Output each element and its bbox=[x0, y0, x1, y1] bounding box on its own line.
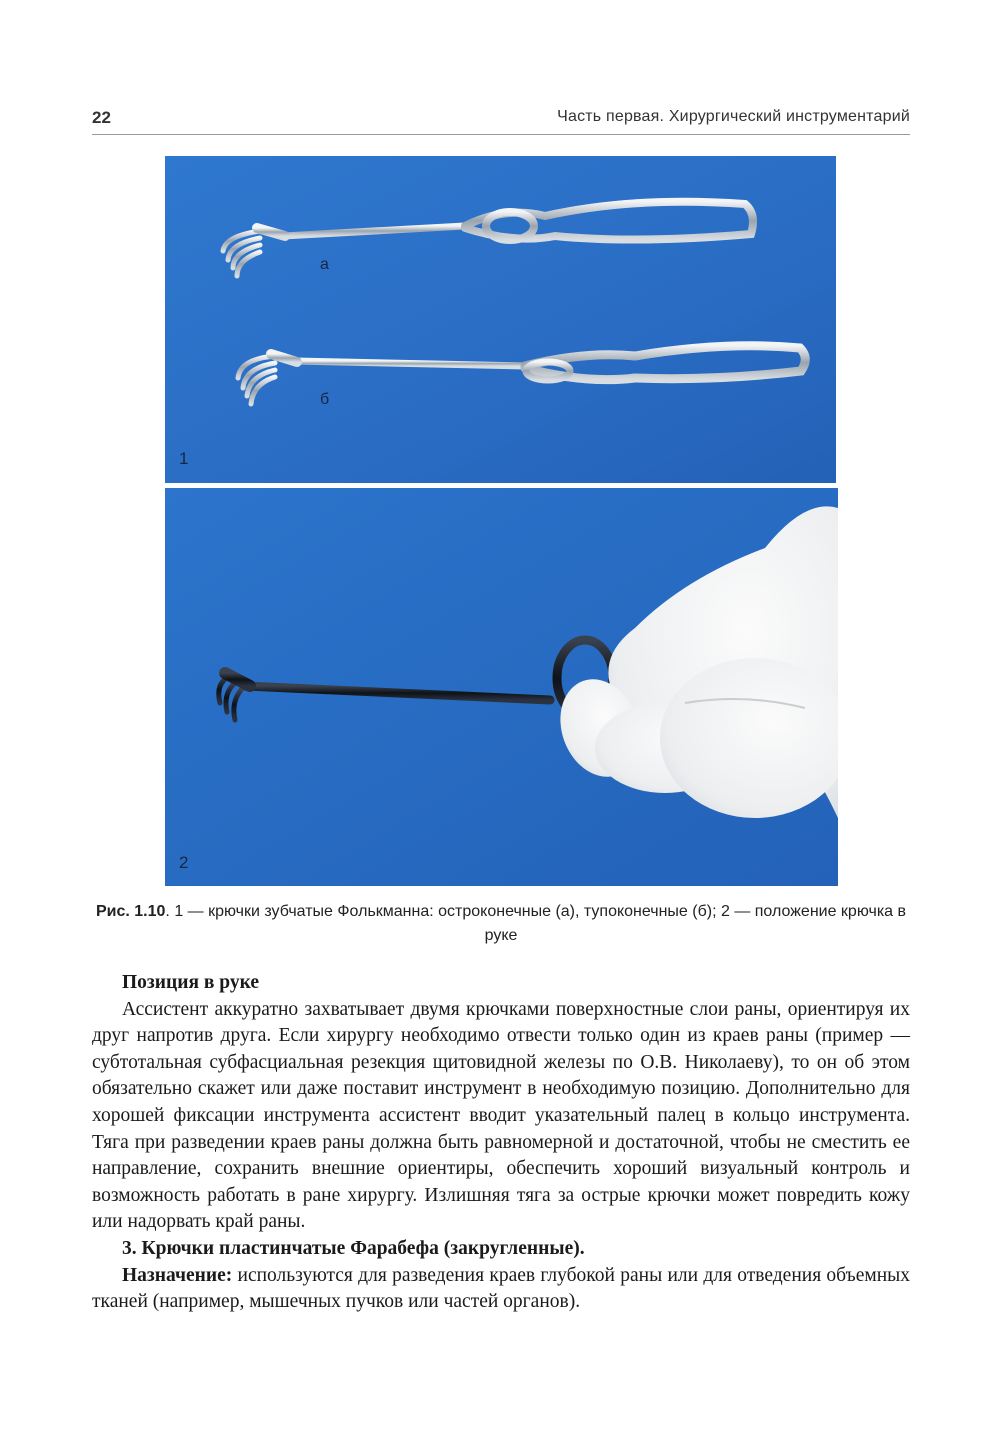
figure-photo-2 bbox=[165, 488, 838, 886]
purpose-label: Назначение: bbox=[122, 1264, 233, 1286]
purpose-text: используются для разведения краев глубокой раны или для отведения объемных тканей (например, мышечных пучков или частей органов). bbox=[92, 1264, 910, 1313]
body-text bbox=[92, 970, 910, 1316]
section-heading: 3. Крючки пластинчатые Фарабефа (закругленные). bbox=[122, 1237, 585, 1259]
running-header bbox=[92, 104, 910, 135]
purpose-paragraph bbox=[92, 1263, 910, 1316]
body-paragraph: Ассистент аккуратно захватывает двумя крючками поверхностные слои раны, ориентируя их друг напротив друга. Если хирургу необходимо отвести только один из краев раны (пример — субтотальная субфасциальная резекция щитовидной железы по О.В. Николаеву), то он об этом обязательно скажет или даже поставит инструмент в необходимую позицию. Дополнительно для хорошей фиксации инструмента ассистент вводит указательный палец в кольцо инструмента. Тяга при разведении краев раны должна быть равномерной и достаточной, чтобы не сместить ее направление, сохранить внешние ориентиры, обеспечить хороший визуальный контроль и возможность работать в ране хирургу. Излишняя тяга за острые крючки может повредить кожу или надорвать край раны. bbox=[92, 998, 910, 1233]
hand-holding-retractor-illustration bbox=[165, 488, 838, 886]
figure-caption bbox=[92, 900, 910, 948]
retractors-photo-illustration bbox=[165, 156, 836, 483]
figure-label-b: б bbox=[320, 391, 330, 408]
figure-caption-text: . 1 — крючки зубчатые Фолькманна: остроконечные (а), тупоконечные (б); 2 — положение крючка в руке bbox=[165, 903, 907, 944]
page-number: 22 bbox=[92, 108, 111, 127]
figure-panel-number-2: 2 bbox=[179, 853, 189, 872]
figure-panel-number-1: 1 bbox=[179, 449, 189, 468]
figure-photo-1 bbox=[165, 156, 836, 483]
figure-caption-label: Рис. 1.10 bbox=[95, 903, 166, 920]
running-title: Часть первая. Хирургический инструментарий bbox=[557, 108, 910, 125]
section-subheading: Позиция в руке bbox=[122, 972, 260, 993]
figure-label-a: а bbox=[320, 256, 329, 273]
